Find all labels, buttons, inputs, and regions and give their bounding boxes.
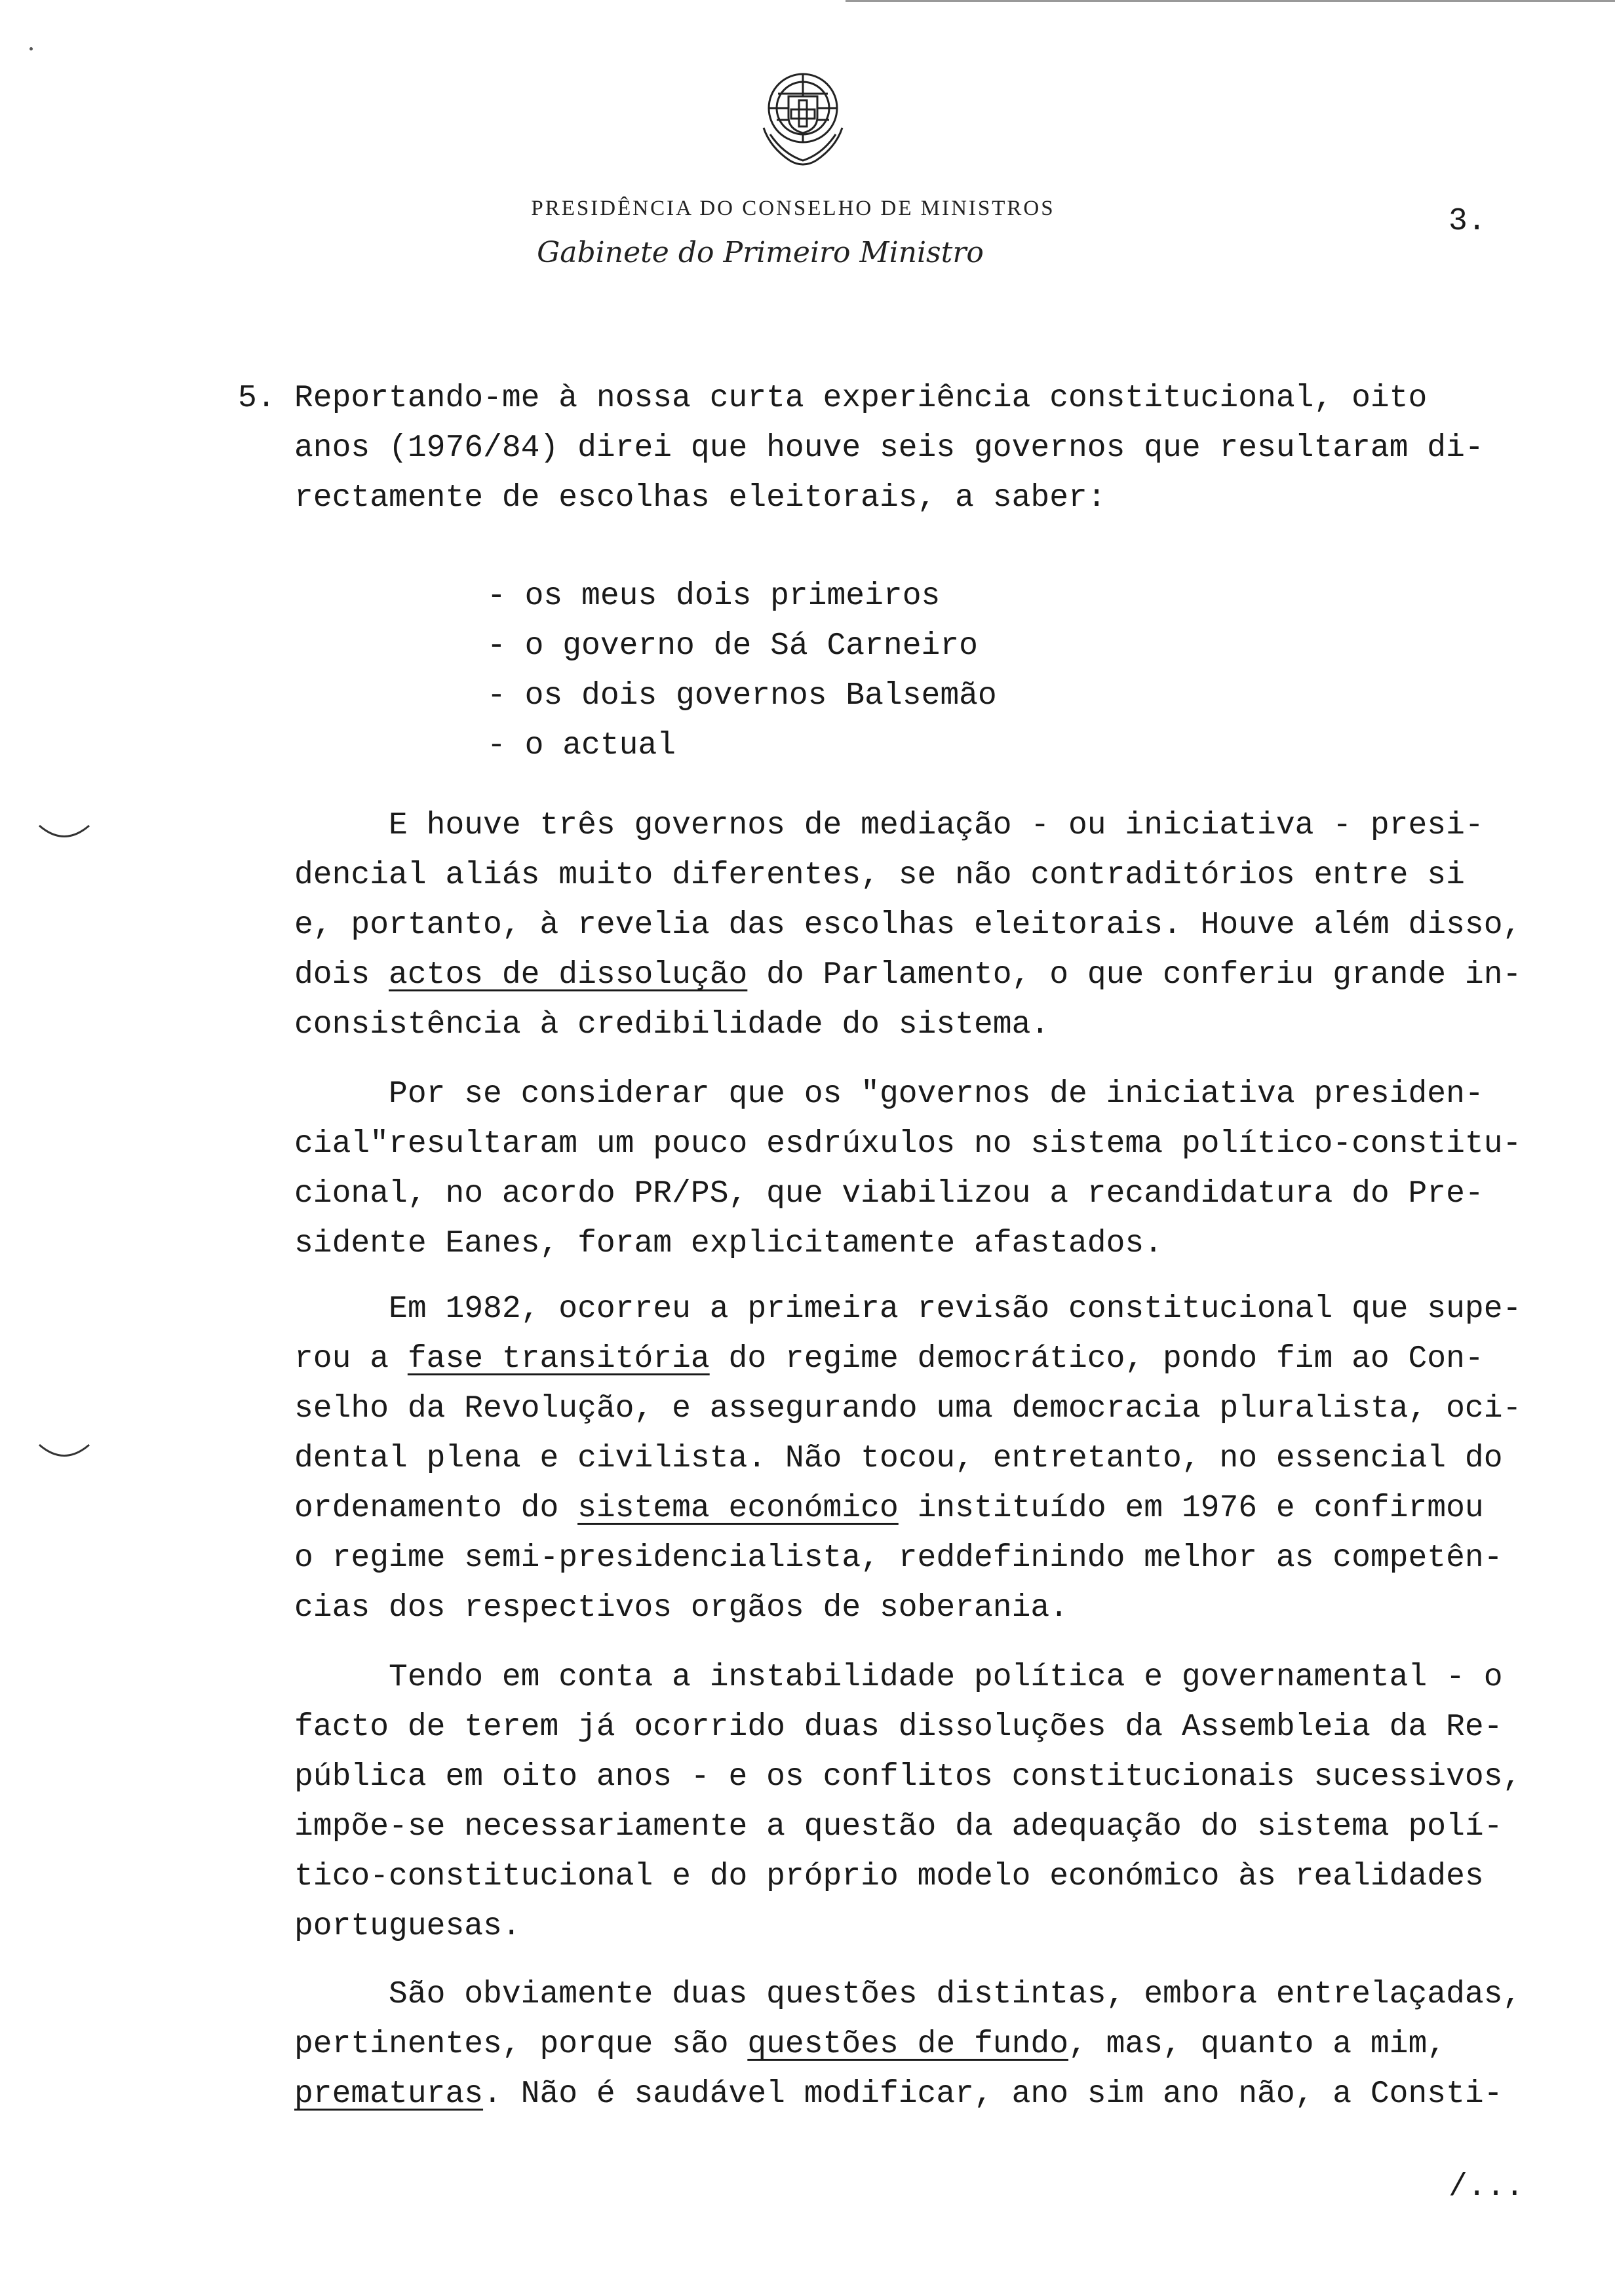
body-line: pública em oito anos - e os conflitos constitucionais sucessivos, [294, 1759, 1522, 1795]
margin-mark-icon [38, 1442, 90, 1461]
coat-of-arms-icon [744, 62, 862, 177]
body-line [294, 1334, 1484, 1384]
body-line: consistência à credibilidade do sistema. [294, 1007, 1050, 1043]
body-line [294, 2069, 1503, 2119]
body-line: dencial aliás muito diferentes, se não contraditórios entre si [294, 858, 1465, 893]
list-item: - o actual [487, 728, 676, 763]
text-span: do Parlamento, o que conferiu grande in- [747, 957, 1522, 993]
top-edge-rule [846, 0, 1615, 2]
list-item: - os meus dois primeiros [487, 579, 941, 614]
underlined-phrase: fase transitória [407, 1341, 710, 1377]
scan-speck [29, 47, 33, 50]
body-line: Em 1982, ocorreu a primeira revisão constitucional que supe- [294, 1292, 1522, 1327]
underlined-phrase: prematuras [294, 2076, 484, 2112]
underlined-phrase: actos de dissolução [389, 957, 748, 993]
page-number: 3. [1449, 204, 1487, 239]
body-line: Por se considerar que os "governos de iniciativa presiden- [294, 1077, 1484, 1112]
body-line: cial"resultaram um pouco esdrúxulos no sistema político-constitu- [294, 1126, 1522, 1162]
list-item: - os dois governos Balsemão [487, 678, 997, 714]
text-span: . Não é saudável modificar, ano sim ano não, a Consti- [483, 2076, 1503, 2112]
body-line [294, 950, 1521, 1000]
body-line: São obviamente duas questões distintas, embora entrelaçadas, [294, 1977, 1522, 2012]
text-span: dois [294, 957, 389, 993]
body-line: cional, no acordo PR/PS, que viabilizou a recandidatura do Pre- [294, 1176, 1484, 1212]
list-item: - o governo de Sá Carneiro [487, 628, 978, 664]
body-line: Tendo em conta a instabilidade política e governamental - o [294, 1660, 1503, 1695]
body-line: selho da Revolução, e assegurando uma democracia pluralista, oci- [294, 1391, 1522, 1426]
body-line: cias dos respectivos orgãos de soberania. [294, 1590, 1068, 1626]
letterhead-subtitle: Gabinete do Primeiro Ministro [537, 236, 984, 269]
section-number: 5. [238, 381, 276, 416]
body-line: E houve três governos de mediação - ou iniciativa - presi- [294, 808, 1484, 843]
text-span: pertinentes, porque são [294, 2027, 748, 2062]
body-line: impõe-se necessariamente a questão da adequação do sistema polí- [294, 1809, 1503, 1845]
letterhead-title: PRESIDÊNCIA DO CONSELHO DE MINISTROS [531, 197, 1055, 220]
body-line: rectamente de escolhas eleitorais, a saber: [294, 480, 1106, 516]
body-line: sidente Eanes, foram explicitamente afastados. [294, 1226, 1163, 1261]
body-line: portuguesas. [294, 1909, 521, 1944]
body-line: anos (1976/84) direi que houve seis governos que resultaram di- [294, 430, 1484, 466]
body-line: e, portanto, à revelia das escolhas eleitorais. Houve além disso, [294, 908, 1522, 943]
underlined-phrase: sistema económico [577, 1491, 899, 1526]
body-line: tico-constitucional e do próprio modelo económico às realidades [294, 1859, 1484, 1894]
continuation-mark: /... [1449, 2170, 1525, 2205]
margin-mark-icon [38, 822, 90, 842]
body-line: dental plena e civilista. Não tocou, entretanto, no essencial do [294, 1441, 1503, 1476]
text-span: instituído em 1976 e confirmou [898, 1491, 1484, 1526]
body-line: facto de terem já ocorrido duas dissoluções da Assembleia da Re- [294, 1710, 1503, 1745]
body-line: Reportando-me à nossa curta experiência constitucional, oito [294, 381, 1428, 416]
text-span: rou a [294, 1341, 408, 1377]
underlined-phrase: questões de fundo [747, 2027, 1068, 2062]
text-span: , mas, quanto a mim, [1068, 2027, 1447, 2062]
text-span: ordenamento do [294, 1491, 578, 1526]
body-line [294, 2019, 1446, 2069]
text-span: do regime democrático, pondo fim ao Con- [709, 1341, 1484, 1377]
body-line: o regime semi-presidencialista, reddefinindo melhor as competên- [294, 1540, 1503, 1576]
body-line [294, 1483, 1484, 1533]
